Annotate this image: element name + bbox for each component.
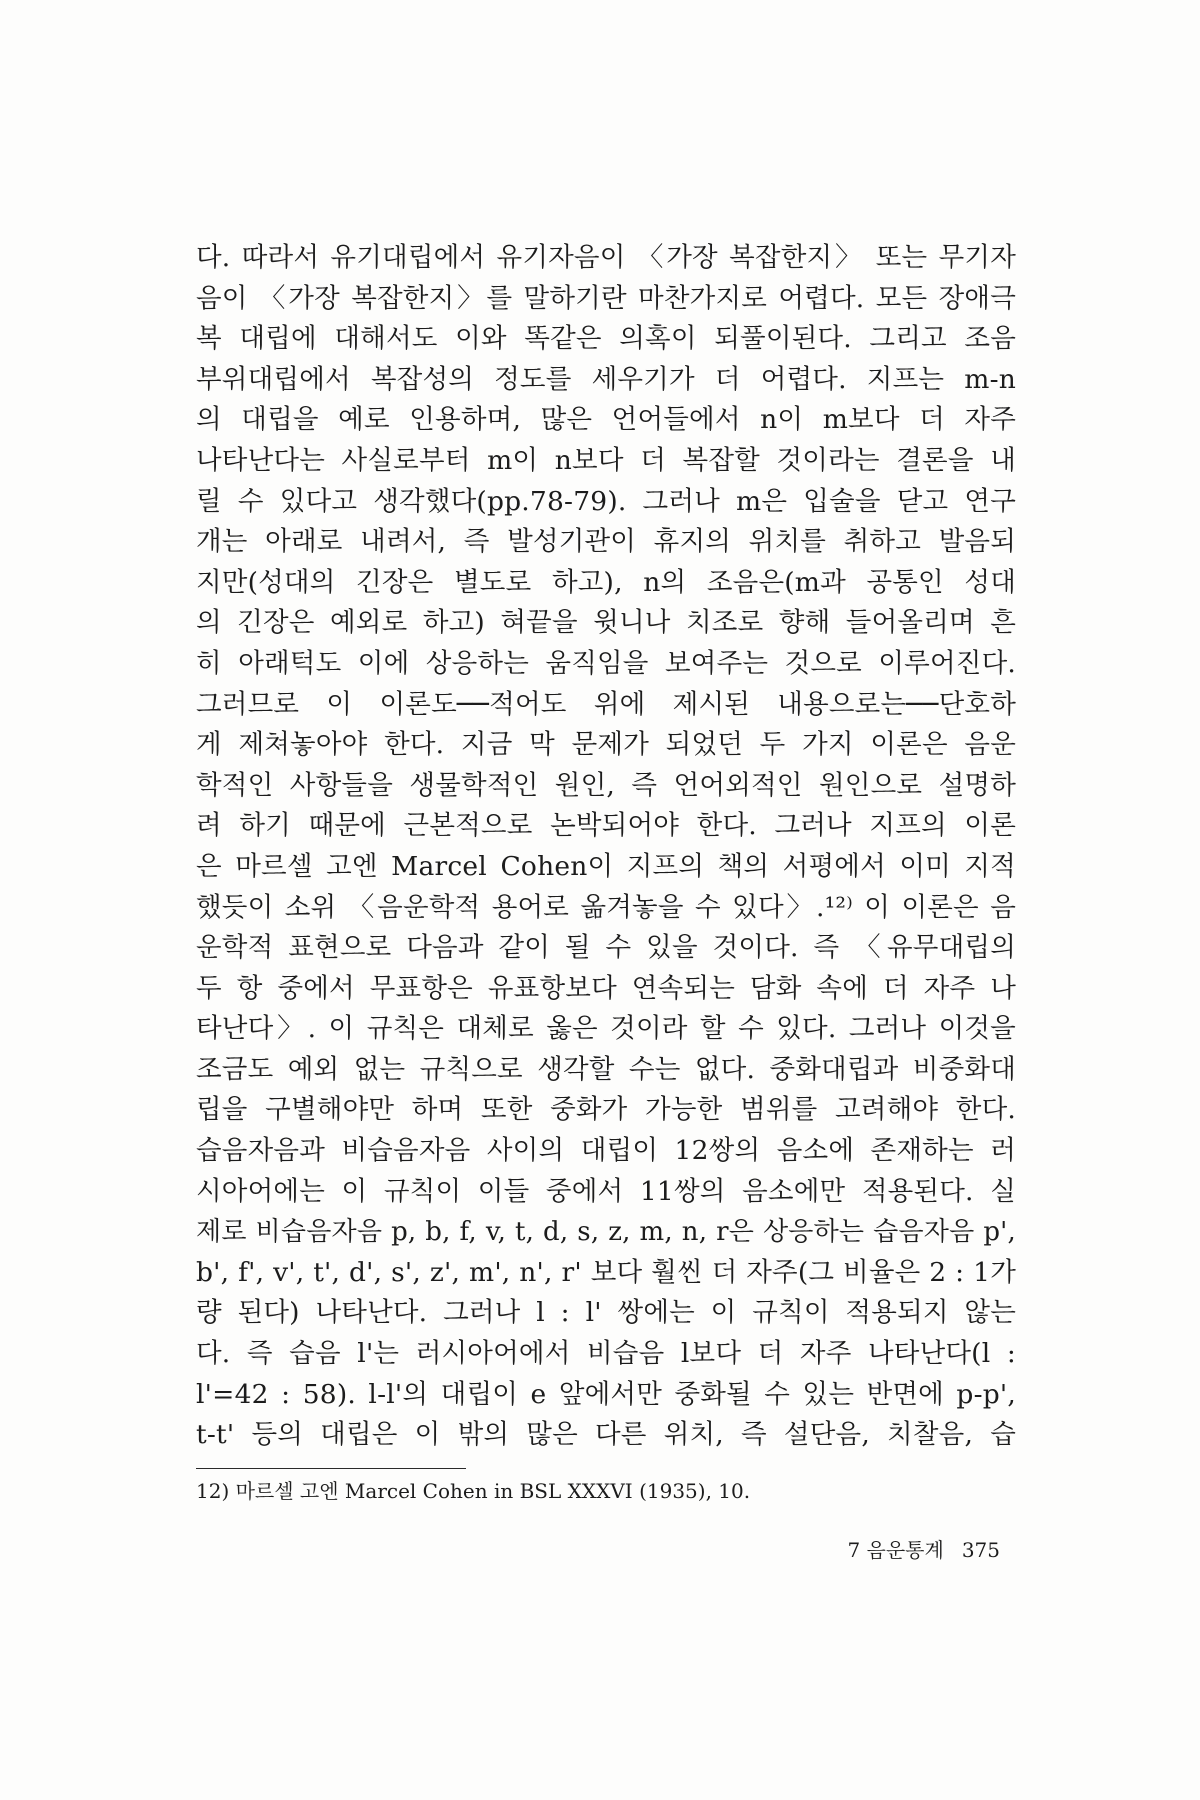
text-line: 게 제쳐놓아야 한다. 지금 막 문제가 되었던 두 가지 이론은 음운 [196, 729, 1016, 761]
text-line: 학적인 사항들을 생물학적인 원인, 즉 언어외적인 원인으로 설명하 [196, 769, 1016, 801]
text-line: 량 된다) 나타난다. 그러나 l : l' 쌍에는 이 규칙이 적용되지 않는 [196, 1297, 1016, 1329]
page-number: 375 [961, 1538, 1000, 1562]
text-line: 다. 즉 습음 l'는 러시아어에서 비습음 l보다 더 자주 나타난다(l : [196, 1338, 1016, 1370]
text-line: 의 대립을 예로 인용하며, 많은 언어들에서 n이 m보다 더 자주 [196, 404, 1016, 436]
text-line: 다. 따라서 유기대립에서 유기자음이 〈가장 복잡한지〉 또는 무기자 [196, 242, 1016, 273]
text-line: 두 항 중에서 무표항은 유표항보다 연속되는 담화 속에 더 자주 나 [196, 972, 1016, 1004]
text-line: 습음자음과 비습음자음 사이의 대립이 12쌍의 음소에 존재하는 러 [196, 1135, 1016, 1167]
text-line: 의 긴장은 예외로 하고) 혀끝을 윗니나 치조로 향해 들어올리며 흔 [196, 607, 1016, 639]
text-line: 그러므로 이 이론도──적어도 위에 제시된 내용으로는──단호하 [196, 688, 1016, 720]
text-line: 부위대립에서 복잡성의 정도를 세우기가 더 어렵다. 지프는 m-n [196, 363, 1016, 395]
text-line: t-t' 등의 대립은 이 밖의 많은 다른 위치, 즉 설단음, 치찰음, 습 [196, 1419, 1016, 1451]
text-line: 릴 수 있다고 생각했다(pp.78-79). 그러나 m은 입술을 닫고 연구 [196, 485, 1016, 517]
text-line: 제로 비습음자음 p, b, f, v, t, d, s, z, m, n, r은 상응하는 습음자음 p', [196, 1217, 1016, 1248]
text-line: 개는 아래로 내려서, 즉 발성기관이 휴지의 위치를 취하고 발음되 [196, 526, 1016, 558]
text-line: 지만(성대의 긴장은 별도로 하고), n의 조음은(m과 공통인 성대 [196, 566, 1016, 598]
text-line: 은 마르셀 고엔 Marcel Cohen이 지프의 책의 서평에서 이미 지적 [196, 850, 1016, 882]
text-line: 운학적 표현으로 다음과 같이 될 수 있을 것이다. 즉 〈유무대립의 [196, 932, 1016, 964]
text-line: 복 대립에 대해서도 이와 똑같은 의혹이 되풀이된다. 그리고 조음 [196, 323, 1016, 355]
text-line: 시아어에는 이 규칙이 이들 중에서 11쌍의 음소에만 적용된다. 실 [196, 1175, 1016, 1207]
text-line: 히 아래턱도 이에 상응하는 움직임을 보여주는 것으로 이루어진다. [196, 647, 1016, 679]
text-line: 했듯이 소위 〈음운학적 용어로 옮겨놓을 수 있다〉.¹²⁾ 이 이론은 음 [196, 891, 1016, 923]
footnote-divider [196, 1468, 466, 1469]
footnote: 12) 마르셀 고엔 Marcel Cohen in BSL XXXVI (1935), 10. [196, 1479, 751, 1503]
text-line: l'=42 : 58). l-l'의 대립이 e 앞에서만 중화될 수 있는 반면에 p-p', [196, 1378, 1016, 1410]
text-line: 나타난다는 사실로부터 m이 n보다 더 복잡할 것이라는 결론을 내 [196, 444, 1016, 476]
body-text [196, 238, 1016, 1456]
page-footer [847, 1534, 1000, 1563]
text-line: b', f', v', t', d', s', z', m', n', r' 보다 훨씬 더 자주(그 비율은 2 : 1가 [196, 1256, 1016, 1288]
text-line: 타난다〉. 이 규칙은 대체로 옳은 것이라 할 수 있다. 그러나 이것을 [196, 1013, 1016, 1045]
text-line: 조금도 예외 없는 규칙으로 생각할 수는 없다. 중화대립과 비중화대 [196, 1053, 1016, 1085]
text-line: 려 하기 때문에 근본적으로 논박되어야 한다. 그러나 지프의 이론 [196, 810, 1016, 842]
chapter-title: 7 음운통계 [847, 1538, 944, 1562]
text-line: 음이 〈가장 복잡한지〉를 말하기란 마찬가지로 어렵다. 모든 장애극 [196, 282, 1016, 314]
text-line: 립을 구별해야만 하며 또한 중화가 가능한 범위를 고려해야 한다. [196, 1094, 1016, 1126]
